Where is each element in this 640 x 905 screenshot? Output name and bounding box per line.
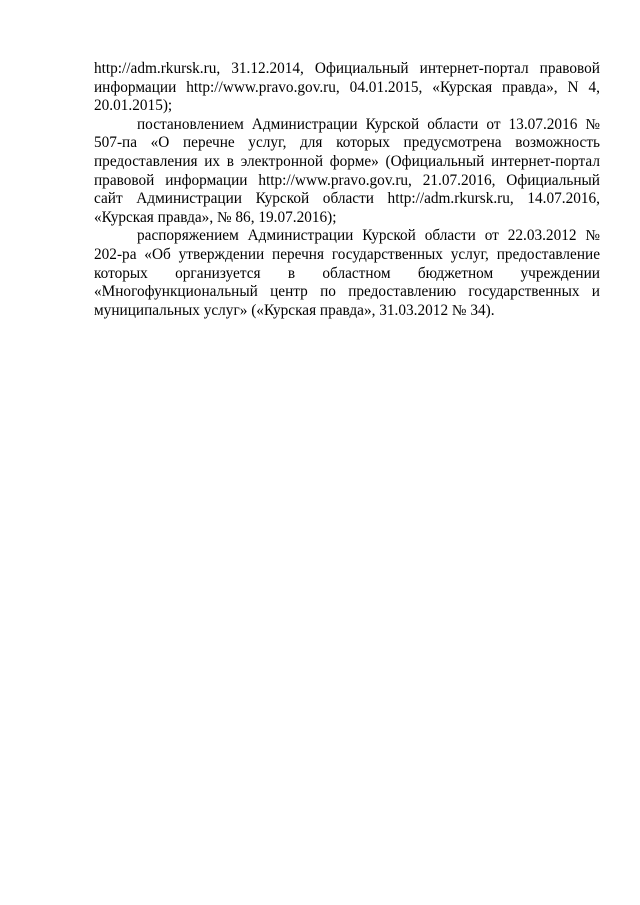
paragraph-order-2012: распоряжением Администрации Курской области от 22.03.2012 № 202-ра «Об утверждении перечня государственных услуг, предоставление которых организуется в областном бюджетном учреждении «Многофункциональный центр по предоставлению государственных и муниципальных услуг» («Курская правда», 31.03.2012 № 34).	[94, 227, 600, 319]
paragraph-resolution-2016: постановлением Администрации Курской области от 13.07.2016 № 507-па «О перечне услуг, для которых предусмотрена возможность предоставления их в электронной форме» (Официальный интернет-портал правовой информации http://www.pravo.gov.ru, 21.07.2016, Официальный сайт Администрации Курской области http://adm.rkursk.ru, 14.07.2016, «Курская правда», № 86, 19.07.2016);	[94, 115, 600, 226]
paragraph-continuation: http://adm.rkursk.ru, 31.12.2014, Официальный интернет-портал правовой информации http://www.pravo.gov.ru, 04.01.2015, «Курская правда», N 4, 20.01.2015);	[94, 60, 600, 115]
document-body	[94, 60, 600, 320]
